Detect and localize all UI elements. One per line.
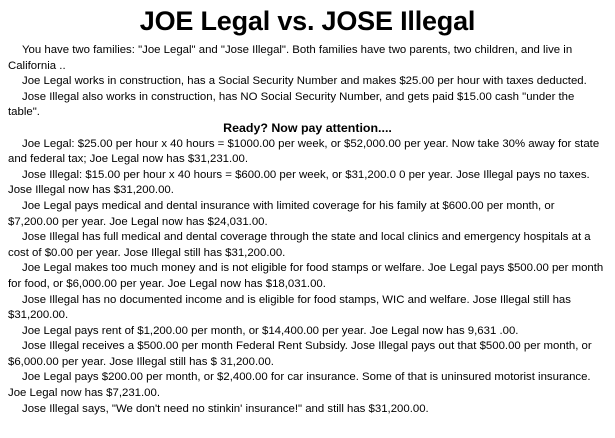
intro-paragraph: Joe Legal works in construction, has a Social Security Number and makes $25.00 per hour with taxes deducted. [22, 75, 587, 88]
comparison-paragraph: Joe Legal pays medical and dental insurance with limited coverage for his family at $600.00 per month, or $7,200.00 per year. Joe Legal now has $24,031.00. [8, 199, 555, 228]
comparison-paragraph: Jose Illegal says, "We don't need no stinkin' insurance!" and still has $31,200.00. [22, 402, 429, 415]
comparison-paragraph: Joe Legal pays $200.00 per month, or $2,400.00 for car insurance. Some of that is uninsured motorist insurance. Joe Legal now has $7,231.00. [8, 371, 591, 400]
comparison-paragraph: Jose Illegal has no documented income and is eligible for food stamps, WIC and welfare. Jose Illegal still has $31,200.00. [8, 293, 571, 322]
comparison-paragraph: Jose Illegal: $15.00 per hour x 40 hours = $600.00 per week, or $31,200.0 0 per year. Jose Illegal pays no taxes. Jose Illegal now has $31,200.00. [8, 168, 590, 197]
intro-paragraph: You have two families: "Joe Legal" and "Jose Illegal". Both families have two parents, two children, and live in California .. [8, 44, 573, 72]
comparison-paragraph: Jose Illegal has full medical and dental coverage through the state and local clinics and emergency hospitals at a cost of $0.00 per year. Jose Illegal still has $31,200.00. [8, 231, 591, 259]
comparison-paragraph: Jose Illegal receives a $500.00 per month Federal Rent Subsidy. Jose Illegal pays out that $500.00 per month, or $6,000.00 per year. Jose Illegal still has $ 31,200.00. [8, 340, 592, 368]
section-subheading: Ready? Now pay attention.... [223, 120, 392, 135]
document-title: JOE Legal vs. JOSE Illegal [139, 6, 476, 36]
comparison-paragraph: Joe Legal makes too much money and is not eligible for food stamps or welfare. Joe Legal pays $500.00 per month for food, or $6,000.00 per year. Joe Legal now has $18,031.00. [8, 262, 604, 290]
comparison-paragraph: Joe Legal: $25.00 per hour x 40 hours = $1000.00 per week, or $52,000.00 per year. Now take 30% away for state and federal tax; Joe Legal now has $31,231.00. [8, 137, 600, 166]
document-body [8, 43, 607, 417]
comparison-paragraph: Joe Legal pays rent of $1,200.00 per month, or $14,400.00 per year. Joe Legal now has 9,631 .00. [22, 324, 519, 337]
intro-paragraph: Jose Illegal also works in construction, has NO Social Security Number, and gets paid $15.00 cash "under the table". [8, 90, 575, 119]
